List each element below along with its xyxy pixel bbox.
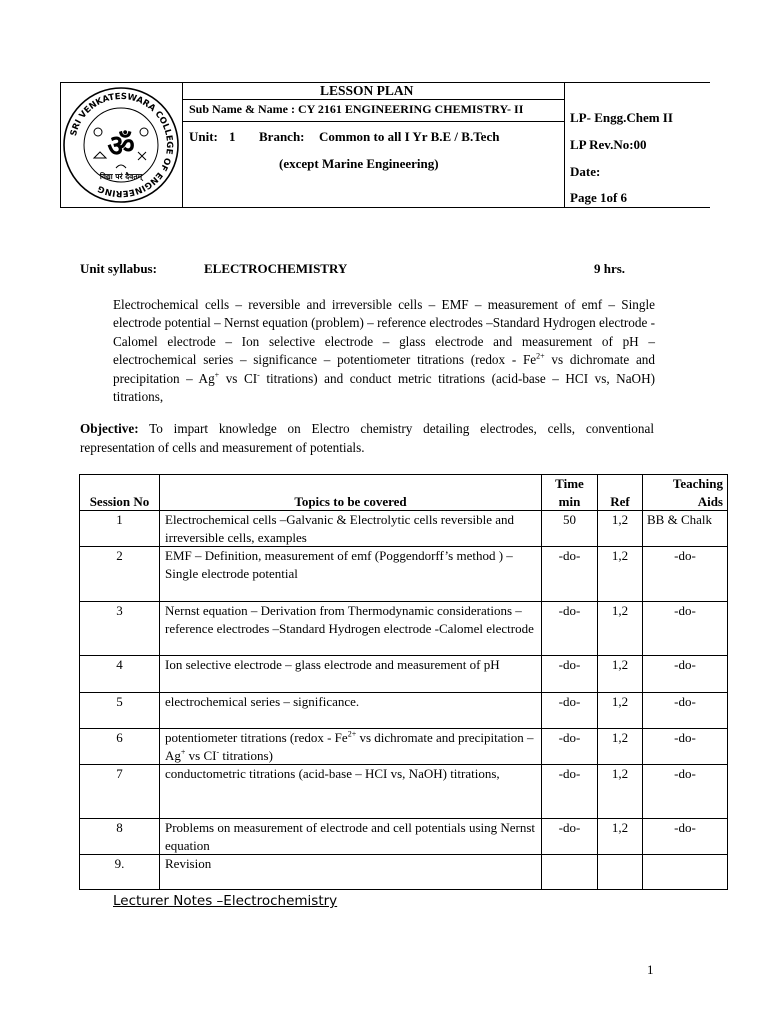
lp-code: LP- Engg.Chem II [570, 110, 673, 125]
session-topic: Ion selective electrode – glass electrode and measurement of pH [160, 656, 542, 693]
header-ref: Ref [598, 475, 643, 511]
unit-value: 1 [229, 129, 236, 144]
session-no: 4 [80, 656, 160, 693]
session-ref: 1,2 [598, 511, 643, 547]
lesson-plan-title: LESSON PLAN [320, 83, 414, 98]
subject-name: Sub Name & Name : CY 2161 ENGINEERING CHEMISTRY- II [189, 102, 524, 116]
objective-label: Objective: [80, 421, 139, 436]
unit-label: Unit: [189, 129, 218, 144]
session-topic: conductometric titrations (acid-base – HCI vs, NaOH) titrations, [160, 765, 542, 819]
table-row [80, 855, 728, 890]
session-aids: -do- [643, 656, 728, 693]
session-time: -do- [542, 819, 598, 855]
svg-text:ॐ: ॐ [107, 129, 135, 164]
session-topic: EMF – Definition, measurement of emf (Poggendorff’s method ) – Single electrode potential [160, 547, 542, 602]
session-topic: Electrochemical cells –Galvanic & Electrolytic cells reversible and irreversible cells, examples [160, 511, 542, 547]
session-no: 7 [80, 765, 160, 819]
lecturer-notes-heading: Lecturer Notes –Electrochemistry [113, 893, 338, 909]
session-no: 1 [80, 511, 160, 547]
table-row [80, 602, 728, 656]
session-time: -do- [542, 729, 598, 765]
session-time: -do- [542, 656, 598, 693]
unit-syllabus-label: Unit syllabus: [80, 261, 157, 276]
session-no: 6 [80, 729, 160, 765]
session-aids: -do- [643, 602, 728, 656]
header-topics: Topics to be covered [160, 475, 542, 511]
branch-value: Common to all I Yr B.E / B.Tech [319, 129, 500, 144]
session-no: 2 [80, 547, 160, 602]
session-ref: 1,2 [598, 819, 643, 855]
table-header-row [80, 475, 728, 511]
session-aids: -do- [643, 547, 728, 602]
session-aids: -do- [643, 729, 728, 765]
header-teaching-aids: Teaching Aids [643, 475, 728, 511]
branch-label: Branch: [259, 129, 305, 144]
header-session-no: Session No [80, 475, 160, 511]
session-aids: -do- [643, 693, 728, 729]
table-row [80, 656, 728, 693]
session-ref: 1,2 [598, 656, 643, 693]
session-table [79, 474, 728, 890]
session-ref: 1,2 [598, 693, 643, 729]
session-topic: Revision [160, 855, 542, 890]
page-of: Page 1of 6 [570, 190, 628, 205]
table-row [80, 819, 728, 855]
lp-date: Date: [570, 164, 601, 179]
session-aids: -do- [643, 819, 728, 855]
session-topic: Nernst equation – Derivation from Thermodynamic considerations – reference electrodes –Standard Hydrogen electrode -Calomel electrode [160, 602, 542, 656]
session-no: 5 [80, 693, 160, 729]
session-no: 9. [80, 855, 160, 890]
session-time: -do- [542, 765, 598, 819]
table-row [80, 511, 728, 547]
unit-title: ELECTROCHEMISTRY [204, 261, 348, 276]
objective-text: To impart knowledge on Electro chemistry detailing electrodes, cells, conventional representation of cells and measurement of potentials. [80, 421, 654, 455]
table-row [80, 765, 728, 819]
svg-text:विद्या परं दैवतम्: विद्या परं दैवतम् [99, 172, 143, 181]
session-aids [643, 855, 728, 890]
session-aids: -do- [643, 765, 728, 819]
session-time: -do- [542, 547, 598, 602]
syllabus-paragraph: Electrochemical cells – reversible and irreversible cells – EMF – measurement of emf – Single electrode potential – Nernst equation (problem) – reference electrodes –Standard Hydrogen electrode -Calomel electrode – Ion selective electrode – glass electrode and measurement of pH – electrochemical series – significance – potentiometer titrations (redox - $Fe^{2+}$ vs dichromate and precipitation – Ag+ vs CI- titrations) and conduct metric titrations (acid-base – HCI vs, NaOH) titrations, [113, 297, 655, 405]
svg-text:SRI VENKATESWARA COLLEGE OF EN: SRI VENKATESWARA COLLEGE OF ENGINEERING [68, 91, 175, 199]
table-row [80, 693, 728, 729]
session-topic: potentiometer titrations (redox - $Fe^{2+}$ vs dichromate and precipitation – Ag+ vs CI- titrations) [160, 729, 542, 765]
session-time: -do- [542, 602, 598, 656]
session-ref: 1,2 [598, 765, 643, 819]
lp-revision: LP Rev.No:00 [570, 137, 647, 152]
college-logo-seal [62, 86, 180, 204]
page-number: 1 [647, 962, 654, 977]
session-ref [598, 855, 643, 890]
header-time: Time min [542, 475, 598, 511]
session-time: -do- [542, 693, 598, 729]
objective-paragraph [80, 420, 654, 457]
session-ref: 1,2 [598, 547, 643, 602]
table-row [80, 729, 728, 765]
session-topic: Problems on measurement of electrode and cell potentials using Nernst equation [160, 819, 542, 855]
session-topic: electrochemical series – significance. [160, 693, 542, 729]
session-no: 3 [80, 602, 160, 656]
branch-exception: (except Marine Engineering) [279, 156, 439, 171]
session-no: 8 [80, 819, 160, 855]
session-ref: 1,2 [598, 602, 643, 656]
session-ref: 1,2 [598, 729, 643, 765]
table-row [80, 547, 728, 602]
session-time [542, 855, 598, 890]
session-time: 50 [542, 511, 598, 547]
unit-hours: 9 hrs. [594, 261, 626, 276]
session-aids: BB & Chalk [643, 511, 728, 547]
